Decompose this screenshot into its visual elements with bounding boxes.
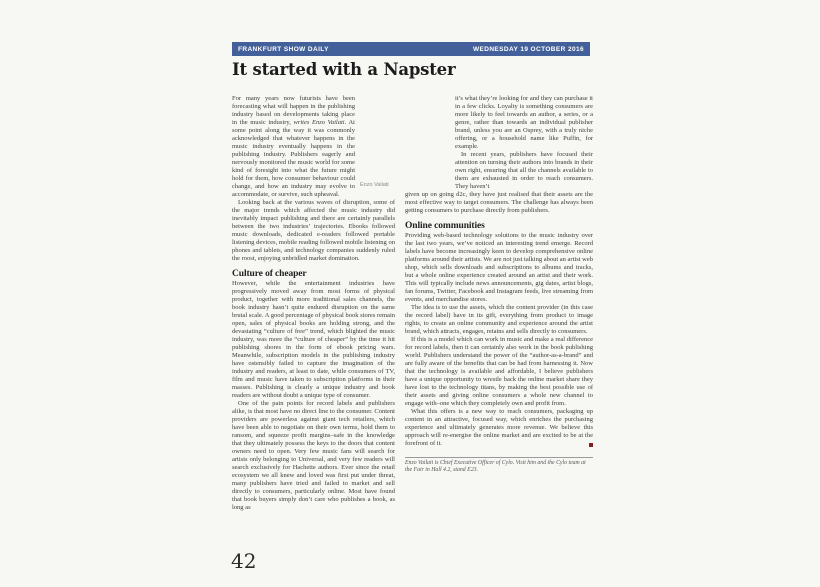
paragraph: One of the pain points for record labels and publishers alike, is that most have no direct line to the consumer. Content providers are powerless against giant tech retailers, which have been able to negotiate on their own terms, hold them to ransom, and squeeze profit margins–safe in the knowledge that they ultimately possess the keys to the doors that content owners need to open. Very few music fans will search for artists only belonging to Universal, and very few readers will search exclusively for Hachette authors. Ever since the retail ecosystem we all knew and loved was first put under threat, many publishers have tried and failed to market and sell directly to consumers, particularly online. Most have found that book buyers simply don’t care who publishes a book, as long as [232,400,395,511]
paragraph: Looking back at the various waves of disruption, some of the major trends which affected the music industry did inevitably impact publishing and there are certainly parallels between the two industries’ trajectories. Ebooks followed music downloads, dedicated e-readers followed portable listening devices, mobile reading followed mobile listening on phones and tablets, and technology companies suddenly ruled the roost, enjoying unbridled market domination. [232,199,395,262]
paragraph: Providing web-based technology solutions to the music industry over the last two years, we’ve noticed an interesting trend emerge. Record labels have become increasingly keen to develop comprehensive online platforms around their artists. We are not just talking about an artist web shop, which sells downloads and subscriptions to albums and tracks, but a whole online experience created around an artist and their work. This will typically include news announcements, gig dates, artist blogs, fan forums, Twitter, Facebook and Instagram feeds, live streaming from events, and merchandise stores. [405,232,593,303]
photo-caption: Enzo Vailati [360,182,389,188]
intro-text: For many years now futurists have been forecasting what will happen in the publishing industry based on developments taking place in the music industry, [232,95,355,126]
section-heading-online-communities: Online communities [405,221,485,231]
author-footnote: Enzo Vailati is Chief Executive Officer of Cylo. Visit him and the Cylo team at the Fair in Hall 4.2, stand E23. [405,457,593,474]
end-of-article-marker [589,443,593,447]
page-number: 42 [231,549,257,573]
article-column-left [232,95,395,512]
paragraph: In recent years, publishers have focused their attention on turning their authors into brands in their own right, ensuring that all the channels available to them are exhausted in order to reach consumers. They haven’t [455,151,593,190]
paragraph: If this is a model which can work in music and make a real difference for record labels, then it can certainly also work in the book publishing world. Publishers understand the power of the “author-as-a-brand” and are fully aware of the benefits that can be had from harnessing it. Now that the technology is available and affordable, I believe publishers have a unique opportunity to wrestle back the online market share they have lost to the technology titans, by making the best possible use of their assets and giving online consumers a whole new channel to engage with–one which they completely own and profit from. [405,336,593,407]
intro-paragraph [232,95,355,199]
paragraph-continuation: given up on going d2c, they have just realised that their assets are the most effective way to target consumers. The challenge has always been getting consumers to purchase directly from publishers. [405,191,593,214]
article-column-right [405,95,593,474]
article-title: It started with a Napster [232,60,456,79]
section-heading-culture-of-cheaper: Culture of cheaper [232,269,307,279]
intro-text-cont: . At some point along the way it was commonly acknowledged that whatever happens in the music industry eventually happens in the publishing industry. Publishers eagerly and nervously monitored the music world for some kind of foresight into what the future might hold for them, how consumer behaviour could change, and how an industry may evolve to accommodate, or survive, such upheaval. [232,119,355,198]
paragraph: The idea is to use the assets, which the content provider (in this case the record label) have in its gift, everything from product to image rights, to create an online community and experience around the artist brand, which attracts, engages, retains and sells directly to consumers. [405,304,593,335]
paragraph: it’s what they’re looking for and they can purchase it in a few clicks. Loyalty is something consumers are more likely to feel towards an author, a series, or a genre, rather than towards an individual publisher brand, unless you are an Osprey, with a truly niche offering, or a household name like Puffin, for example. [455,95,593,150]
left-column-narrow-block [232,95,355,199]
byline-italic: writes Enzo Vailati [293,119,345,126]
closing-text: What this offers is a new way to reach consumers, packaging up content in an attractive, focused way, which enriches the purchasing experience and ultimately generates more revenue. We believe this approach will re-energise the online market and are excited to be at the forefront of it. [405,408,593,447]
right-column-narrow-block [455,95,593,191]
masthead-date: WEDNESDAY 19 OCTOBER 2016 [472,45,584,53]
paragraph: However, while the entertainment industries have progressively moved away from most forms of physical product, together with more traditional sales channels, the book industry hasn’t quite endured disruption on the same brutal scale. A good percentage of physical book stores remain open, sales of physical books are holding strong, and the devastating “culture of free” trend, which blighted the music industry, was more the “culture of cheaper” by the time it hit publishing shores in the form of ebook pricing wars. Meanwhile, subscription models in the publishing industry have ostensibly failed to capture the imagination of the industry and readers, at least to date, while consumers of TV, film and music have taken to subscription platforms in their masses. Publishing is clearly a unique industry and book readers are without doubt a unique type of consumer. [232,280,395,399]
masthead-bar [232,42,590,56]
masthead-publication-name: FRANKFURT SHOW DAILY [238,45,329,53]
closing-paragraph [405,408,593,448]
